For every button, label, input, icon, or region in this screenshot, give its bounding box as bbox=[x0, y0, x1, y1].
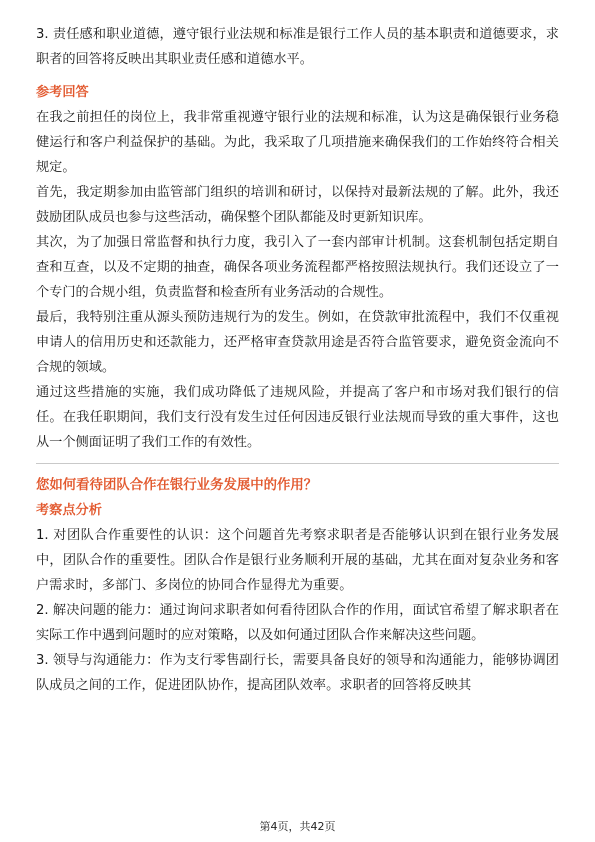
answer-paragraph: 通过这些措施的实施，我们成功降低了违规风险，并提高了客户和市场对我们银行的信任。在我任职期间，我们支行没有发生过任何因违反银行业法规而导致的重大事件，这也从一个侧面证明了我们工作的有效性。 bbox=[36, 385, 559, 450]
answer-paragraph: 首先，我定期参加由监管部门组织的培训和研讨，以保持对最新法规的了解。此外，我还鼓励团队成员也参与这些活动，确保整个团队都能及时更新知识库。 bbox=[36, 185, 559, 225]
answer-paragraph: 最后，我特别注重从源头预防违规行为的发生。例如，在贷款审批流程中，我们不仅重视申请人的信用历史和还款能力，还严格审查贷款用途是否符合监管要求，避免资金流向不合规的领域。 bbox=[36, 310, 559, 375]
intro-item-3: 3. 责任感和职业道德，遵守银行业法规和标准是银行工作人员的基本职责和道德要求，求职者的回答将反映出其职业责任感和道德水平。 bbox=[36, 27, 559, 67]
answer-paragraph: 在我之前担任的岗位上，我非常重视遵守银行业的法规和标准，认为这是确保银行业务稳健运行和客户利益保护的基础。为此，我采取了几项措施来确保我们的工作始终符合相关规定。 bbox=[36, 110, 559, 175]
section-divider bbox=[36, 463, 559, 464]
analysis-heading: 考察点分析 bbox=[36, 503, 102, 518]
page-content bbox=[36, 22, 559, 698]
analysis-item: 2. 解决问题的能力：通过询问求职者如何看待团队合作的作用，面试官希望了解求职者在实际工作中遇到问题时的应对策略，以及如何通过团队合作来解决这些问题。 bbox=[36, 603, 559, 643]
question-heading: 您如何看待团队合作在银行业务发展中的作用？ bbox=[36, 478, 318, 493]
page-footer: 第4页，共42页 bbox=[259, 820, 336, 833]
analysis-item: 3. 领导与沟通能力：作为支行零售副行长，需要具备良好的领导和沟通能力，能够协调团队成员之间的工作，促进团队协作，提高团队效率。求职者的回答将反映其 bbox=[36, 653, 559, 693]
analysis-item: 1. 对团队合作重要性的认识：这个问题首先考察求职者是否能够认识到在银行业务发展中，团队合作的重要性。团队合作是银行业务顺利开展的基础，尤其在面对复杂业务和客户需求时，多部门、多岗位的协同合作显得尤为重要。 bbox=[36, 528, 559, 593]
answer-paragraph: 其次，为了加强日常监督和执行力度，我引入了一套内部审计机制。这套机制包括定期自查和互查，以及不定期的抽查，确保各项业务流程都严格按照法规执行。我们还设立了一个专门的合规小组，负责监督和检查所有业务活动的合规性。 bbox=[36, 235, 559, 300]
answer-heading: 参考回答 bbox=[36, 85, 89, 100]
